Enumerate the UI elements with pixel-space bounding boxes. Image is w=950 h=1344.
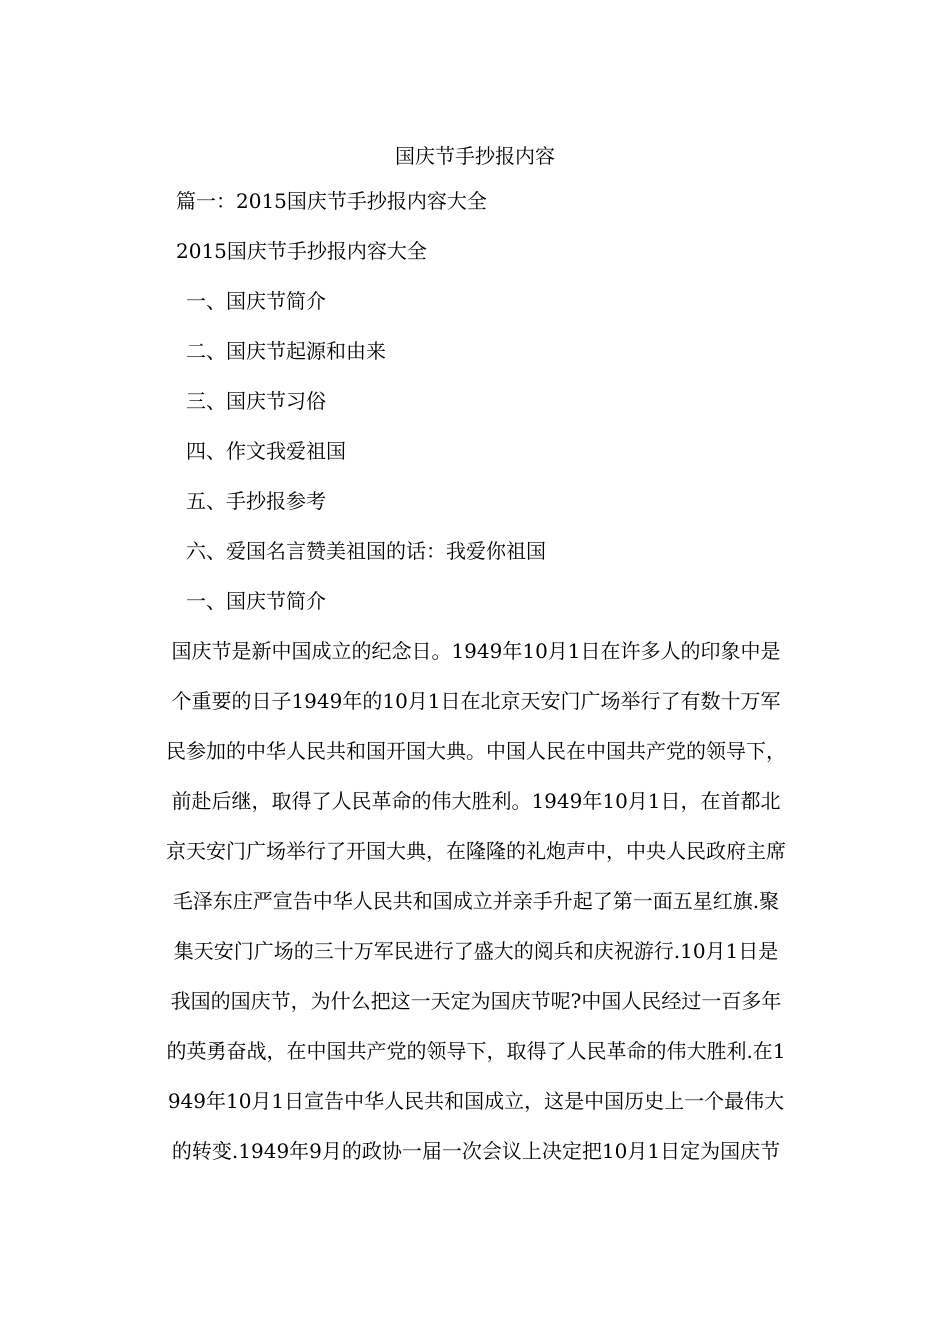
toc-item: 一、国庆节简介 xyxy=(186,289,326,313)
toc-item: 六、爱国名言赞美祖国的话：我爱你祖国 xyxy=(186,539,546,563)
body-line: 我国的国庆节，为什么把这一天定为国庆节呢?中国人民经过一百多年 xyxy=(170,989,782,1013)
body-line: 前赴后继，取得了人民革命的伟大胜利。1949年10月1日，在首都北 xyxy=(171,789,781,813)
article-heading: 篇一：2015国庆节手抄报内容大全 xyxy=(176,189,487,213)
body-line: 个重要的日子1949年的10月1日在北京天安门广场举行了有数十万军 xyxy=(171,689,781,713)
body-line: 的英勇奋战，在中国共产党的领导下，取得了人民革命的伟大胜利.在1 xyxy=(166,1039,786,1063)
document-title: 国庆节手抄报内容 xyxy=(395,144,555,168)
body-line: 集天安门广场的三十万军民进行了盛大的阅兵和庆祝游行.10月1日是 xyxy=(173,939,779,963)
body-line: 京天安门广场举行了开国大典，在隆隆的礼炮声中，中央人民政府主席 xyxy=(166,839,786,863)
body-line: 949年10月1日宣告中华人民共和国成立，这是中国历史上一个最伟大 xyxy=(167,1089,785,1113)
toc-item: 二、国庆节起源和由来 xyxy=(186,339,386,363)
body-line: 毛泽东庄严宣告中华人民共和国成立并亲手升起了第一面五星红旗.聚 xyxy=(172,889,780,913)
body-line: 国庆节是新中国成立的纪念日。1949年10月1日在许多人的印象中是 xyxy=(171,639,781,663)
toc-item: 三、国庆节习俗 xyxy=(186,389,326,413)
body-line: 的转变.1949年9月的政协一届一次会议上决定把10月1日定为国庆节 xyxy=(171,1139,781,1163)
article-subheading: 2015国庆节手抄报内容大全 xyxy=(176,239,427,263)
toc-item: 五、手抄报参考 xyxy=(186,489,326,513)
body-line: 民参加的中华人民共和国开国大典。中国人民在中国共产党的领导下， xyxy=(166,739,786,763)
section-heading: 一、国庆节简介 xyxy=(186,589,326,613)
toc-item: 四、作文我爱祖国 xyxy=(186,439,346,463)
